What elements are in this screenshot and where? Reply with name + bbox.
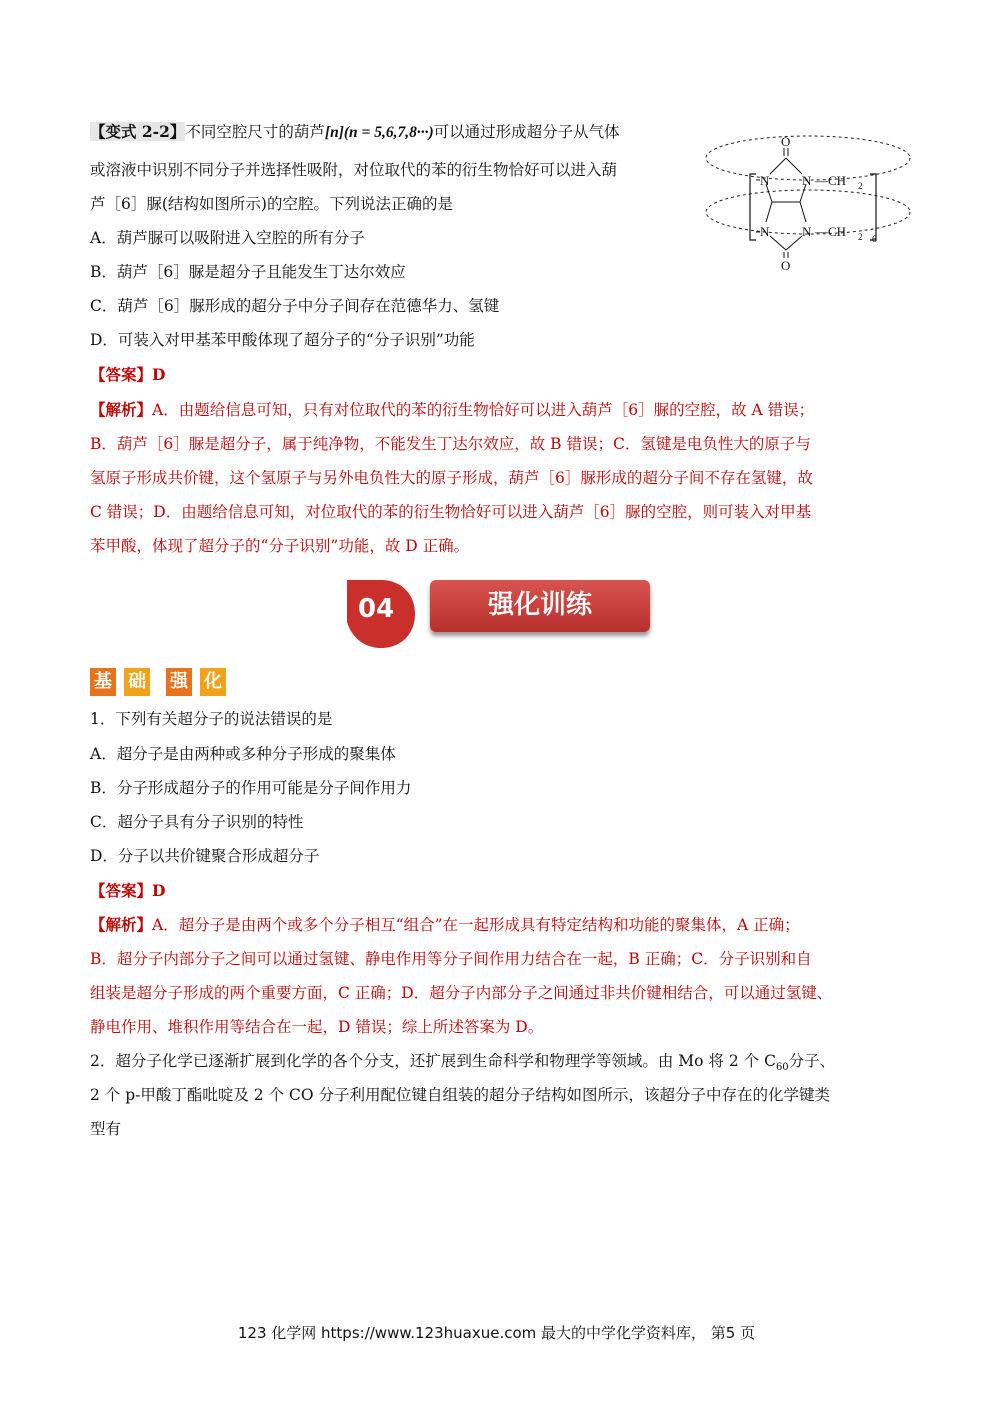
structure-ch2-bottom: —CH (815, 224, 847, 239)
variant-question-line-1 (90, 122, 620, 143)
variant-question-line-2: 或溶液中识别不同分子并选择性吸附，对位取代的苯的衍生物恰好可以进入葫 (90, 161, 618, 179)
variant-analysis-line-1 (90, 400, 814, 420)
page-footer: 123 化学网 https://www.123huaxue.com 最大的中学化学资料库， 第5 页 (237, 1324, 756, 1342)
structure-n1: N (760, 173, 770, 188)
variant-tag: 【变式 2-2】 (90, 122, 186, 141)
answer-label: 【答案】 (90, 365, 153, 384)
answer-label: 【答案】 (90, 881, 153, 900)
banner-title: 强化训练 (430, 580, 650, 632)
variant-analysis-line-2: B．葫芦［6］脲是超分子，属于纯净物，不能发生丁达尔效应，故 B 错误；C．氢键是电负性大的原子与 (90, 435, 811, 453)
q2-line-1-text: 2．超分子化学已逐渐扩展到化学的各个分支，还扩展到生命科学和物理学等领域。由 Mo 将 2 个 C (90, 1052, 776, 1070)
variant-q-intro: 不同空腔尺寸的葫芦 (185, 123, 325, 141)
q2-line-2: 2 个 p-甲酸丁酯吡啶及 2 个 CO 分子利用配位键自组装的超分子结构如图所示，该超分子中存在的化学键类 (90, 1086, 831, 1104)
section-heading-char-4: 化 (200, 668, 226, 696)
q1-analysis-line-4: 静电作用、堆积作用等结合在一起，D 错误；综上所述答案为 D。 (90, 1018, 544, 1036)
analysis-text: A．超分子是由两个或多个分子相互“组合”在一起形成具有特定结构和功能的聚集体，A 正确； (152, 916, 800, 934)
c60-subscript: 60 (775, 1062, 789, 1074)
q1-option-a: A．超分子是由两种或多种分子形成的聚集体 (90, 745, 396, 763)
variant-analysis-line-4: C 错误；D．由题给信息可知，对位取代的苯的衍生物恰好可以进入葫芦［6］脲的空腔，则可装入对甲基 (90, 503, 812, 521)
analysis-text: A．由题给信息可知，只有对位取代的苯的衍生物恰好可以进入葫芦［6］脲的空腔，故 A 错误； (152, 401, 815, 419)
structure-repeat-count: 6 (872, 234, 877, 244)
analysis-label: 【解析】 (90, 400, 153, 419)
q1-option-c: C．超分子具有分子识别的特性 (90, 813, 304, 831)
section-heading-char-2: 础 (124, 668, 150, 696)
variant-question-line-3: 芦［6］脲(结构如图所示)的空腔。下列说法正确的是 (90, 195, 453, 213)
structure-n4: N (802, 224, 812, 239)
q2-line-1 (90, 1051, 835, 1078)
variant-answer (90, 365, 165, 385)
structure-o-bottom: O (781, 258, 791, 272)
structure-o-top: O (781, 134, 791, 149)
q1-analysis-line-3: 组装是超分子形成的两个重要方面，C 正确；D．超分子内部分子之间通过非共价键相结合，可以通过氢键、 (90, 984, 833, 1002)
cucurbituril-formula: [n](n = 5,6,7,8···) (324, 124, 434, 141)
q2-line-1-end: 分子、 (788, 1052, 836, 1070)
structure-n2: N (802, 173, 812, 188)
variant-q-rest: 可以通过形成超分子从气体 (433, 123, 620, 141)
variant-option-c: C．葫芦［6］脲形成的超分子中分子间存在范德华力、氢键 (90, 297, 500, 315)
banner-number: 04 (358, 594, 395, 624)
q1-analysis-line-1 (90, 915, 800, 935)
structure-sub2-bottom: 2 (858, 232, 863, 242)
answer-value: D (152, 365, 166, 384)
variant-option-a: A．葫芦脲可以吸附进入空腔的所有分子 (90, 229, 365, 247)
variant-option-b: B．葫芦［6］脲是超分子且能发生丁达尔效应 (90, 263, 406, 281)
answer-value: D (152, 881, 166, 900)
q1-option-b: B．分子形成超分子的作用可能是分子间作用力 (90, 779, 412, 797)
structure-n3: N (760, 224, 770, 239)
q1-answer (90, 881, 165, 901)
structure-ch2-top: —CH (815, 173, 847, 188)
section-heading-char-3: 强 (166, 668, 192, 696)
q1-analysis-line-2: B．超分子内部分子之间可以通过氢键、静电作用等分子间作用力结合在一起，B 正确；C．分子识别和自 (90, 950, 812, 968)
q1-stem: 1．下列有关超分子的说法错误的是 (90, 710, 333, 728)
q1-option-d: D．分子以共价键聚合形成超分子 (90, 847, 320, 865)
variant-analysis-line-5: 苯甲酸，体现了超分子的“分子识别”功能，故 D 正确。 (90, 537, 470, 555)
variant-analysis-line-3: 氢原子形成共价键，这个氢原子与另外电负性大的原子形成，葫芦［6］脲形成的超分子间不存在氢键，故 (90, 469, 813, 487)
analysis-label: 【解析】 (90, 915, 153, 934)
variant-option-d: D．可装入对甲基苯甲酸体现了超分子的“分子识别”功能 (90, 331, 475, 349)
q2-line-3: 型有 (90, 1120, 122, 1138)
structure-sub2-top: 2 (858, 181, 863, 191)
section-heading-char-1: 基 (90, 668, 116, 696)
cucurbituril-structure-diagram (700, 132, 920, 272)
